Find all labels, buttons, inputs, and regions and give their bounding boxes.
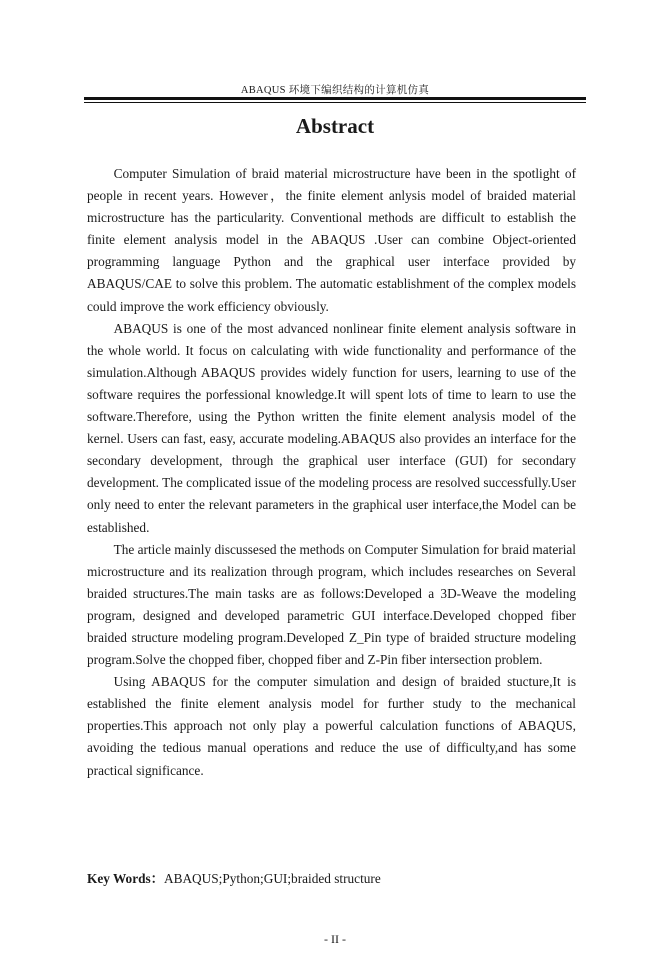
running-header: ABAQUS 环境下编织结构的计算机仿真: [240, 85, 430, 96]
paragraph: Computer Simulation of braid material microstructure have been in the spotlight of people in recent years. However，the finite element anlysis model of braided material microstructure has the particularity. Conventional methods are difficult to establish the finite element analysis model in the ABAQUS .User can combine Object-oriented programming language Python and the graphical user interface provided by ABAQUS/CAE to solve this problem. The automatic establishment of the complex models could improve the work efficiency obviously.: [87, 166, 576, 314]
keywords-value: ABAQUS;Python;GUI;braided structure: [163, 871, 381, 886]
paragraph: ABAQUS is one of the most advanced nonlinear finite element analysis software in the whole world. It focus on calculating with wide functionality and performance of the simulation.Although ABAQUS provides widely function for users, learning to use of the software requires the porfessional knowledge.It will spent lots of time to learn to use the software.Therefore, using the Python written the finite element analysis model of the kernel. Users can fast, easy, accurate modeling.ABAQUS also provides an interface for the secondary development, through the graphical user interface (GUI) for secondary development. The complicated issue of the modeling process are resolved successfully.User only need to enter the relevant parameters in the graphical user interface,the Model can be established.: [87, 320, 576, 535]
paragraph: The article mainly discussesed the methods on Computer Simulation for braid material microstructure and its realization through program, which includes researches on Several braided structures.The main tasks are as follows:Developed a 3D-Weave the modeling program, designed and developed parametric GUI interface.Developed chopped fiber braided structure modeling program.Developed Z_Pin type of braided structure modeling program.Solve the chopped fiber, chopped fiber and Z-Pin fiber intersection problem.: [87, 541, 576, 668]
keywords: [87, 868, 576, 887]
header-rule-thick: [84, 97, 586, 100]
keywords-label: Key Words：: [87, 871, 164, 886]
page-title: Abstract: [295, 114, 375, 138]
abstract-body: [87, 163, 576, 782]
header-rule-thin: [84, 102, 586, 103]
page-number: - II -: [324, 932, 346, 946]
paragraph: Using ABAQUS for the computer simulation and design of braided stucture,It is established the finite element analysis model for further study to the mechanical properties.This approach not only play a powerful calculation functions of ABAQUS, avoiding the tedious manual operations and reduce the use of difficulty,and has some practical significance.: [87, 674, 576, 778]
